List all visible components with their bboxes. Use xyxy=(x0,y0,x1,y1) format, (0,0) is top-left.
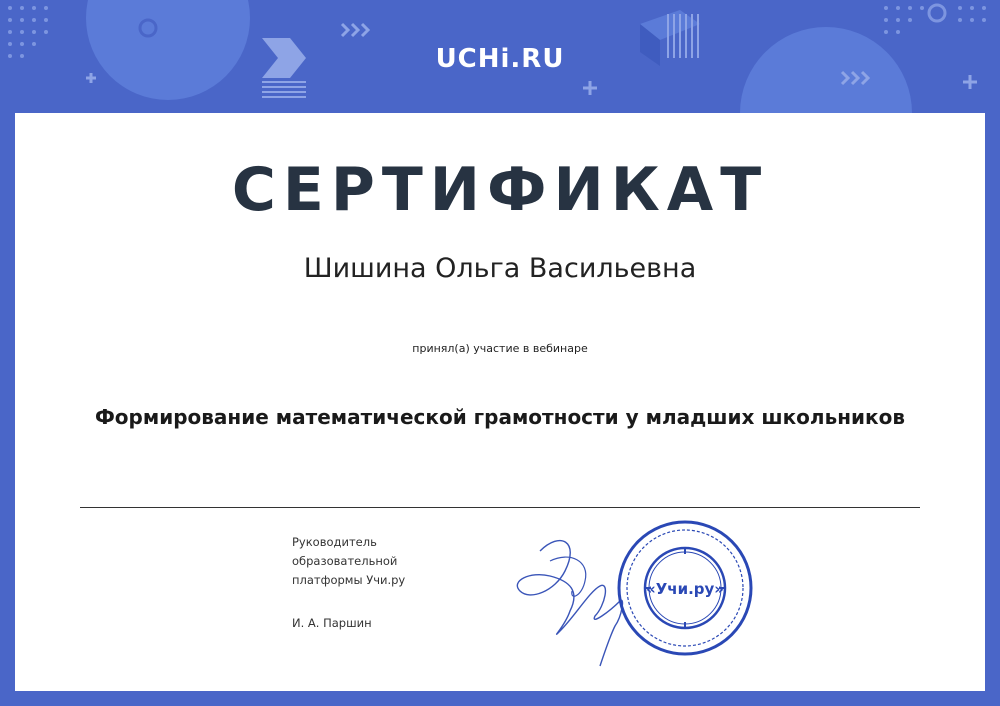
deco-plus-left xyxy=(86,73,96,83)
stamp-center-text: «Учи.ру» xyxy=(646,580,724,598)
signer-position-line: образовательной xyxy=(292,554,398,568)
deco-plus-center xyxy=(583,81,597,95)
webinar-title: Формирование математической грамотности у младших школьников xyxy=(94,405,906,429)
certificate-card xyxy=(15,113,985,691)
participation-text: принял(а) участие в вебинаре xyxy=(412,342,588,355)
divider-line xyxy=(80,507,920,508)
signer-position-line: платформы Учи.ру xyxy=(292,573,406,587)
certificate-title: СЕРТИФИКАТ xyxy=(231,155,769,225)
signer-position-line: Руководитель xyxy=(292,535,377,549)
brand-logo: UCHi.RU xyxy=(435,44,565,74)
deco-ring-right xyxy=(929,5,945,21)
signer-name: И. А. Паршин xyxy=(292,616,372,630)
signer-position xyxy=(292,533,472,590)
deco-arrows-top xyxy=(342,24,368,36)
deco-plus-right xyxy=(963,75,977,89)
seal-icon xyxy=(615,518,755,658)
deco-stripes-left xyxy=(262,82,306,97)
recipient-name: Шишина Ольга Васильевна xyxy=(303,253,697,284)
